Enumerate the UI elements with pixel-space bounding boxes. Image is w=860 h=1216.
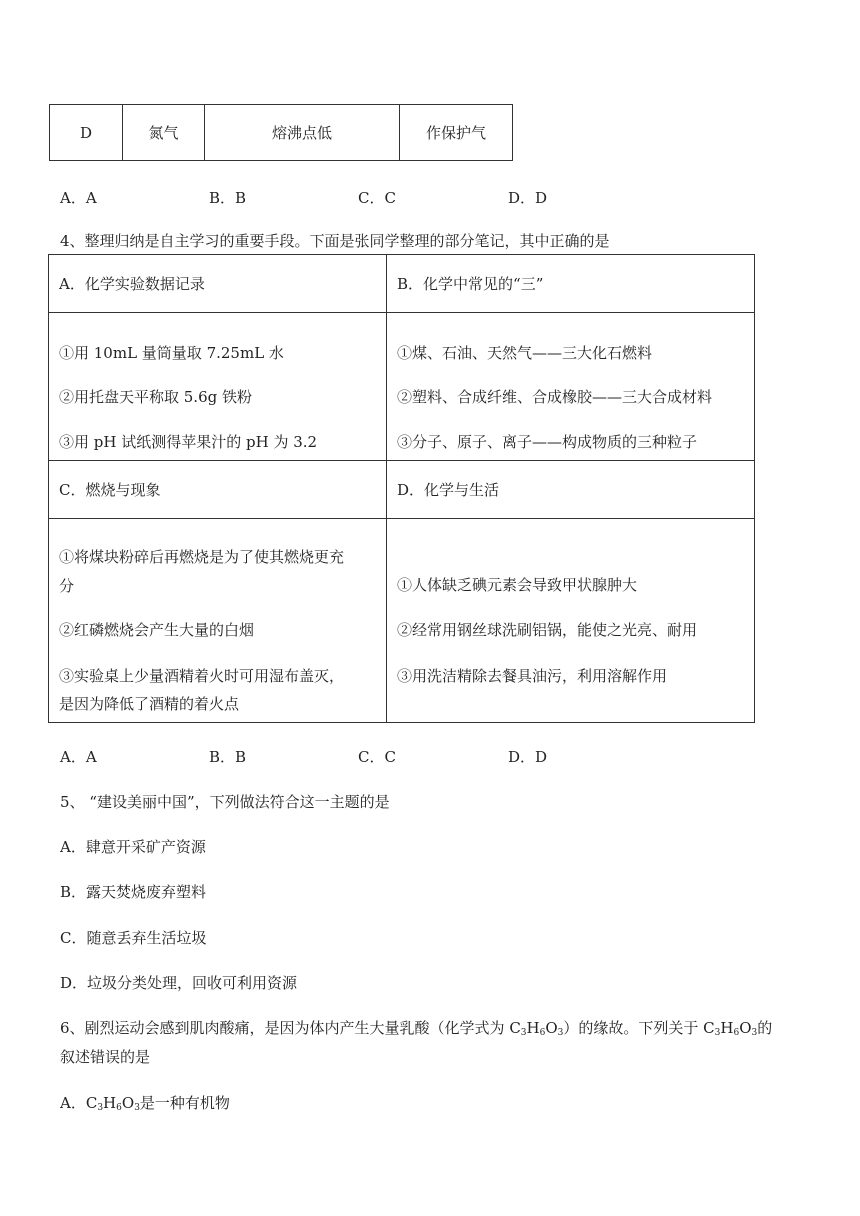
list-item: ①人体缺乏碘元素会导致甲状腺肿大	[397, 576, 638, 594]
section-d-items	[387, 519, 755, 723]
option-a: A．A	[60, 189, 97, 207]
notes-table	[48, 254, 755, 723]
list-item: ①用 10mL 量筒量取 7.25mL 水	[59, 344, 284, 362]
option-b: B．B	[209, 748, 247, 766]
question-6-stem: 6、剧烈运动会感到肌肉酸痛，是因为体内产生大量乳酸（化学式为 $C_3H_6O_3$）的缘故。下列关于 $C_3H_6O_3$的	[60, 1019, 773, 1038]
list-item: ②红磷燃烧会产生大量的白烟	[59, 621, 255, 639]
section-b-items	[387, 313, 755, 461]
question-5-stem: 5、 “建设美丽中国”，下列做法符合这一主题的是	[60, 793, 390, 811]
section-a-items	[49, 313, 387, 461]
section-d-title: D．化学与生活	[387, 461, 755, 519]
table-cell: D	[50, 105, 123, 161]
table-continuation	[49, 104, 513, 161]
option-c: C．C	[358, 748, 396, 766]
option-c: C．C	[358, 189, 396, 207]
section-c-items	[49, 519, 387, 723]
table-row	[50, 105, 513, 161]
list-item: ③用洗洁精除去餐具油污，利用溶解作用	[397, 667, 668, 685]
list-item: ③分子、原子、离子——构成物质的三种粒子	[397, 433, 698, 451]
table-row	[49, 519, 755, 723]
list-item: ②塑料、合成纤维、合成橡胶——三大合成材料	[397, 388, 713, 406]
option-a: A．肆意开采矿产资源	[60, 838, 206, 856]
list-item: ①将煤块粉碎后再燃烧是为了使其燃烧更充	[59, 548, 345, 566]
question-4-stem: 4、整理归纳是自主学习的重要手段。下面是张同学整理的部分笔记，其中正确的是	[60, 232, 610, 250]
option-c: C．随意丢弃生活垃圾	[60, 929, 207, 947]
option-b: B．B	[209, 189, 247, 207]
option-d: D．D	[508, 189, 548, 207]
list-item: ②用托盘天平称取 5.6g 铁粉	[59, 388, 252, 406]
question-6-stem-line2: 叙述错误的是	[60, 1048, 151, 1066]
list-item: ①煤、石油、天然气——三大化石燃料	[397, 344, 653, 362]
table-cell: 氮气	[123, 105, 205, 161]
option-b: B．露天焚烧废弃塑料	[60, 883, 207, 901]
section-a-title: A．化学实验数据记录	[49, 255, 387, 313]
option-d: D．D	[508, 748, 548, 766]
list-item: 分	[59, 577, 75, 595]
section-b-title: B．化学中常见的“三”	[387, 255, 755, 313]
option-d: D．垃圾分类处理，回收可利用资源	[60, 974, 298, 992]
option-a: A．A	[60, 748, 97, 766]
list-item: 是因为降低了酒精的着火点	[59, 695, 240, 713]
table-cell: 熔沸点低	[205, 105, 400, 161]
table-row	[49, 313, 755, 461]
table-row	[49, 255, 755, 313]
list-item: ②经常用钢丝球洗刷铝锅，能使之光亮、耐用	[397, 621, 698, 639]
list-item: ③实验桌上少量酒精着火时可用湿布盖灭，	[59, 667, 345, 685]
table-row	[49, 461, 755, 519]
option-a: A．$C_3H_6O_3$是一种有机物	[60, 1094, 230, 1113]
table-cell: 作保护气	[400, 105, 513, 161]
section-c-title: C．燃烧与现象	[49, 461, 387, 519]
list-item: ③用 pH 试纸测得苹果汁的 pH 为 3.2	[59, 433, 318, 451]
